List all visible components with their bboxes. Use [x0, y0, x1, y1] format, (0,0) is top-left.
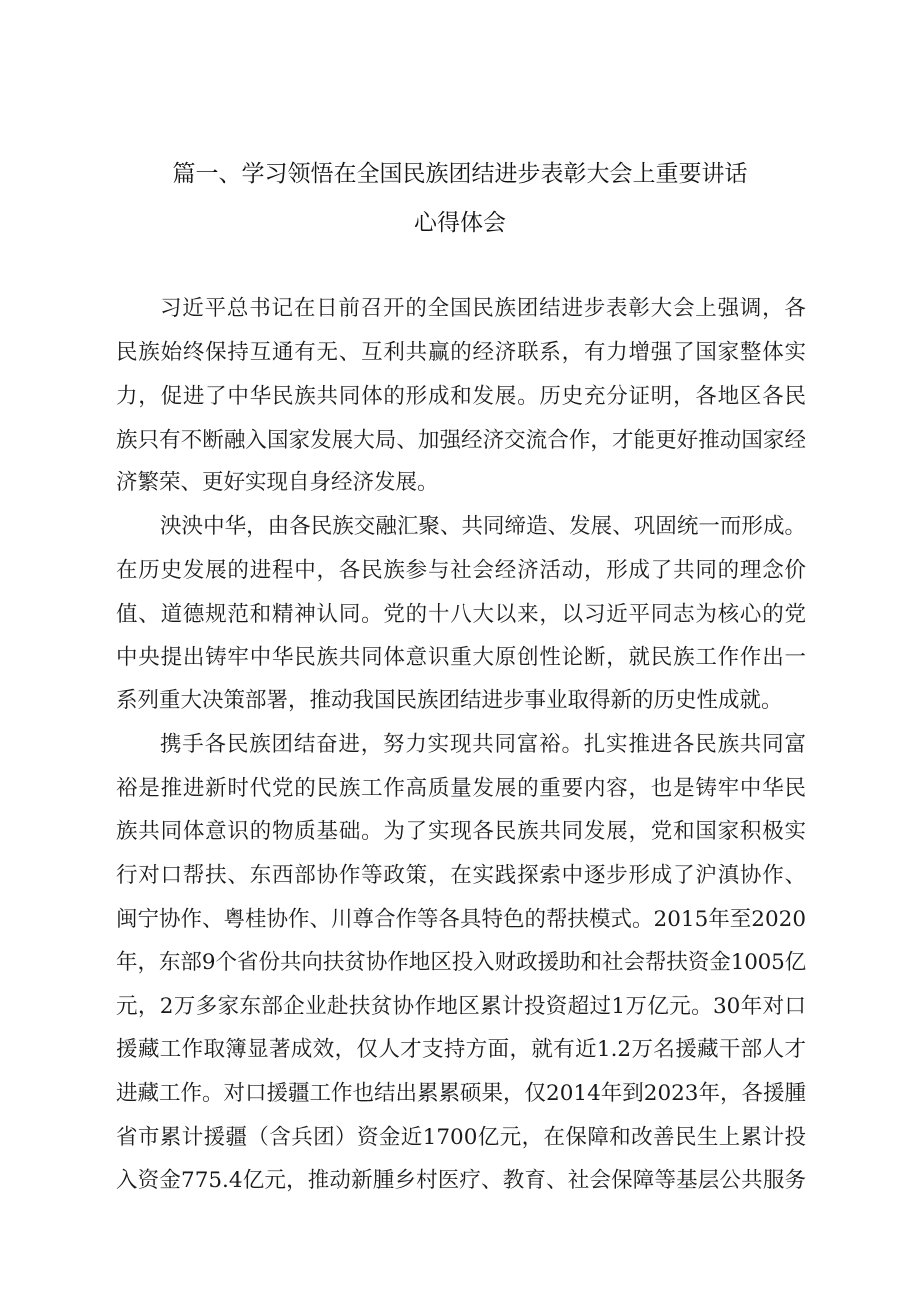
paragraph-1-line-5: 济繁荣、更好实现自身经济发展。	[116, 470, 439, 495]
paragraph-1-line-1: 习近平总书记在日前召开的全国民族团结进步表彰大会上强调，各	[160, 296, 806, 321]
paragraph-3-line-8: 援藏工作取簿显著成效，仅人才支持方面，就有近1.2万名援藏干部人才	[116, 1037, 806, 1062]
paragraph-3-line-3: 族共同体意识的物质基础。为了实现各民族共同发展，党和国家积极实	[116, 819, 806, 844]
paragraph-3-line-4: 行对口帮扶、东西部协作等政策，在实践探索中逐步形成了沪滇协作、	[116, 863, 806, 888]
paragraph-3-line-11: 入资金775.4亿元，推动新腫乡村医疗、教育、社会保障等基层公共服务	[116, 1168, 806, 1193]
paragraph-1-line-3: 力，促进了中华民族共同体的形成和发展。历史充分证明，各地区各民	[116, 384, 806, 409]
paragraph-1-line-2: 民族始终保持互通有无、互利共赢的经济联系，有力增强了国家整体实	[116, 340, 806, 365]
paragraph-2-line-2: 在历史发展的进程中，各民族参与社会经济活动，形成了共同的理念价	[116, 558, 806, 583]
document-title-line-1: 篇一、学习领悟在全国民族团结进步表彰大会上重要讲话	[172, 161, 748, 187]
paragraph-2-line-5: 系列重大决策部署，推动我国民族团结进步事业取得新的历史性成就。	[116, 688, 783, 713]
paragraph-1-line-4: 族只有不断融入国家发展大局、加强经济交流合作，才能更好推动国家经	[116, 428, 806, 453]
paragraph-3-line-2: 裕是推进新时代党的民族工作高质量发展的重要内容，也是铸牢中华民	[116, 776, 806, 801]
paragraph-2-line-3: 值、道德规范和精神认同。党的十八大以来，以习近平同志为核心的党	[116, 602, 806, 627]
paragraph-3-line-10: 省市累计援疆（含兵团）资金近1700亿元，在保障和改善民生上累计投	[116, 1125, 806, 1150]
paragraph-2-line-1: 泱泱中华，由各民族交融汇聚、共同缔造、发展、巩固统一而形成。	[160, 514, 806, 539]
paragraph-3-line-7: 元，2万多家东部企业赴扶贫协作地区累计投资超过1万亿元。30年对口	[116, 994, 806, 1019]
paragraph-3-line-5: 闽宁协作、粤桂协作、川尊合作等各具特色的帮扶模式。2015年至2020	[116, 907, 806, 932]
paragraph-3-line-9: 进藏工作。对口援疆工作也结出累累硕果，仅2014年到2023年，各援腫	[116, 1081, 806, 1106]
document-title-line-2: 心得体会	[414, 210, 506, 236]
paragraph-3-line-6: 年，东部9个省份共向扶贫协作地区投入财政援助和社会帮扶资金1005亿	[116, 950, 806, 975]
paragraph-2-line-4: 中央提出铸牢中华民族共同体意识重大原创性论断，就民族工作作出一	[116, 645, 806, 670]
paragraph-3-line-1: 携手各民族团结奋进，努力实现共同富裕。扎实推进各民族共同富	[160, 732, 806, 757]
